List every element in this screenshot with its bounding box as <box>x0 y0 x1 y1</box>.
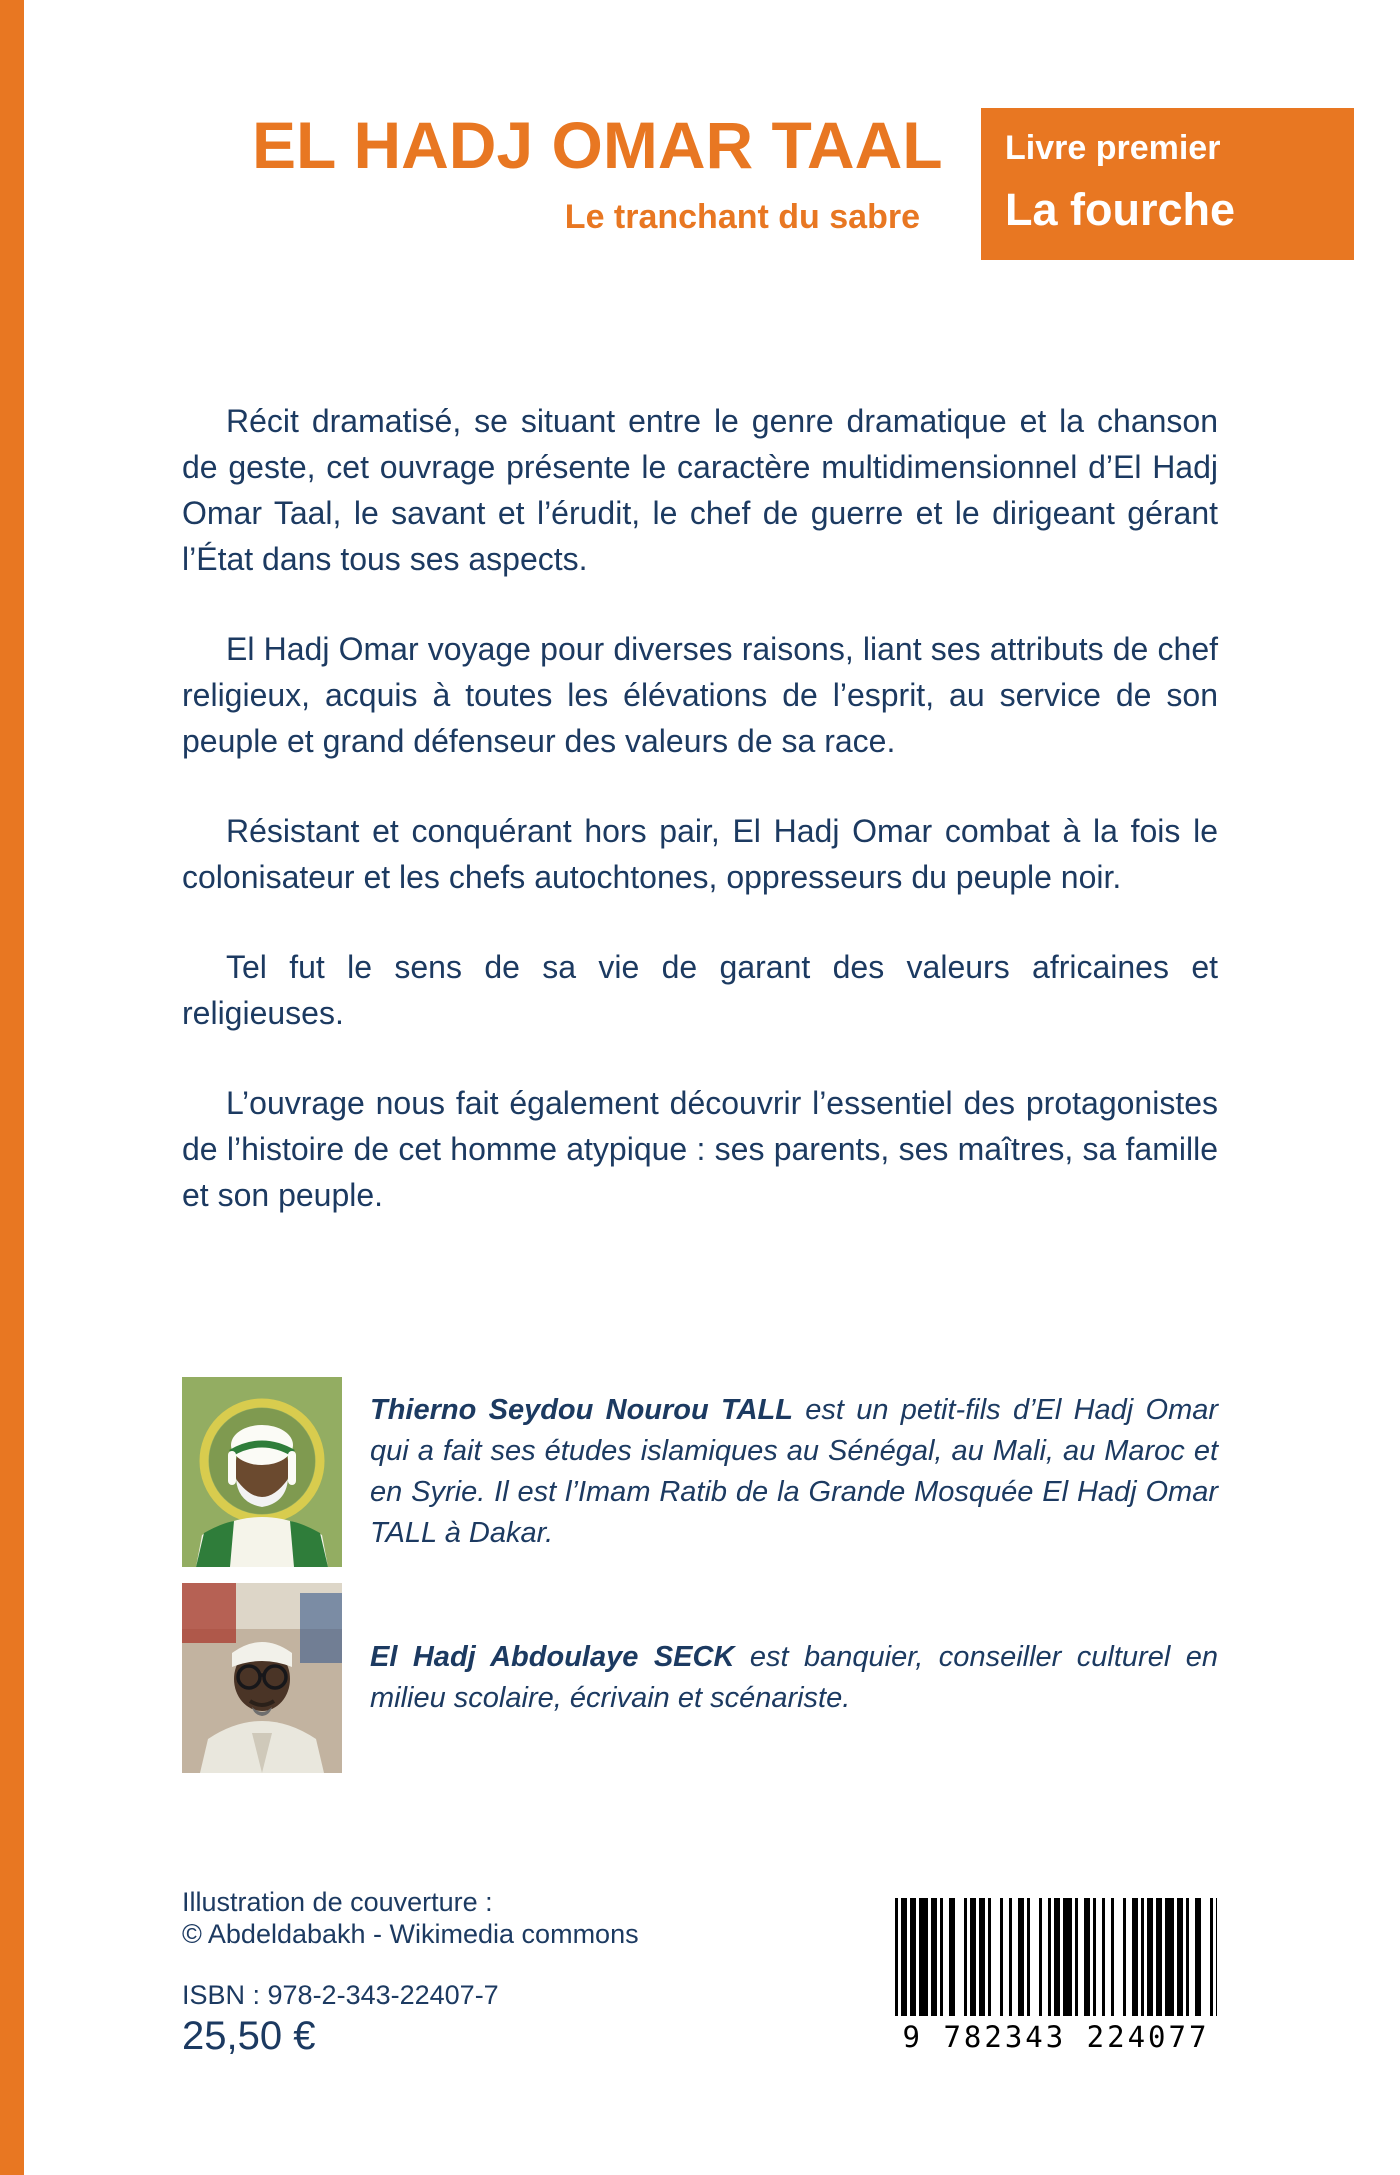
author-photo-thierno-tall <box>182 1377 342 1567</box>
author-name: Thierno Seydou Nourou TALL <box>370 1394 793 1426</box>
book-title: EL HADJ OMAR TAAL <box>252 108 943 182</box>
author-row-2 <box>182 1582 1218 1774</box>
author-bio-thierno-tall <box>370 1390 1218 1554</box>
series-box <box>981 108 1354 260</box>
price: 25,50 € <box>182 2014 316 2058</box>
elder-imam-portrait-illustration <box>182 1377 342 1567</box>
author-bio-abdoulaye-seck <box>370 1637 1218 1719</box>
title-block <box>252 108 943 236</box>
author-photo-abdoulaye-seck <box>182 1583 342 1773</box>
illustration-credit <box>182 1886 639 1950</box>
banker-portrait-illustration <box>182 1583 342 1773</box>
synopsis-paragraph: Résistant et conquérant hors pair, El Hadj Omar combat à la fois le colonisateur et les chefs autochtones, oppresseurs du peuple noir. <box>182 813 1218 895</box>
barcode-bars <box>895 1898 1217 2016</box>
author-bio-text: est banquier, conseiller culturel en milieu scolaire, écrivain et scénariste. <box>370 1641 1218 1714</box>
author-row-1 <box>182 1376 1218 1568</box>
author-bio-text: est un petit-fils d’El Hadj Omar qui a fait ses études islamiques au Sénégal, au Mali, au Maroc et en Syrie. Il est l’Imam Ratib de la Grande Mosquée El Hadj Omar TALL à Dakar. <box>370 1394 1219 1549</box>
synopsis-paragraph: L’ouvrage nous fait également découvrir l’essentiel des protagonistes de l’histoire de cet homme atypique : ses parents, ses maîtres, sa famille et son peuple. <box>182 1085 1218 1213</box>
synopsis <box>182 398 1218 1262</box>
barcode-number: 9 782343 224077 <box>902 2020 1210 2054</box>
series-label: Livre premier <box>1005 129 1221 167</box>
author-name: El Hadj Abdoulaye SECK <box>370 1641 735 1673</box>
illustration-credit-line1: Illustration de couverture : <box>182 1887 493 1917</box>
synopsis-paragraph: Récit dramatisé, se situant entre le genre dramatique et la chanson de geste, cet ouvrage présente le caractère multidimensionnel d’El Hadj Omar Taal, le savant et l’érudit, le chef de guerre et le dirigeant gérant l’État dans tous ses aspects. <box>182 403 1218 577</box>
synopsis-paragraph: Tel fut le sens de sa vie de garant des valeurs africaines et religieuses. <box>182 949 1218 1031</box>
book-subtitle: Le tranchant du sabre <box>564 198 920 236</box>
isbn: ISBN : 978-2-343-22407-7 <box>182 1980 499 2010</box>
spine-accent-stripe <box>0 0 24 2175</box>
illustration-credit-line2: © Abdeldabakh - Wikimedia commons <box>182 1919 639 1949</box>
series-volume: La fourche <box>1005 183 1236 235</box>
synopsis-paragraph: El Hadj Omar voyage pour diverses raisons, liant ses attributs de chef religieux, acquis à toutes les élévations de l’esprit, au service de son peuple et grand défenseur des valeurs de sa race. <box>182 631 1218 759</box>
barcode <box>895 1898 1217 2058</box>
